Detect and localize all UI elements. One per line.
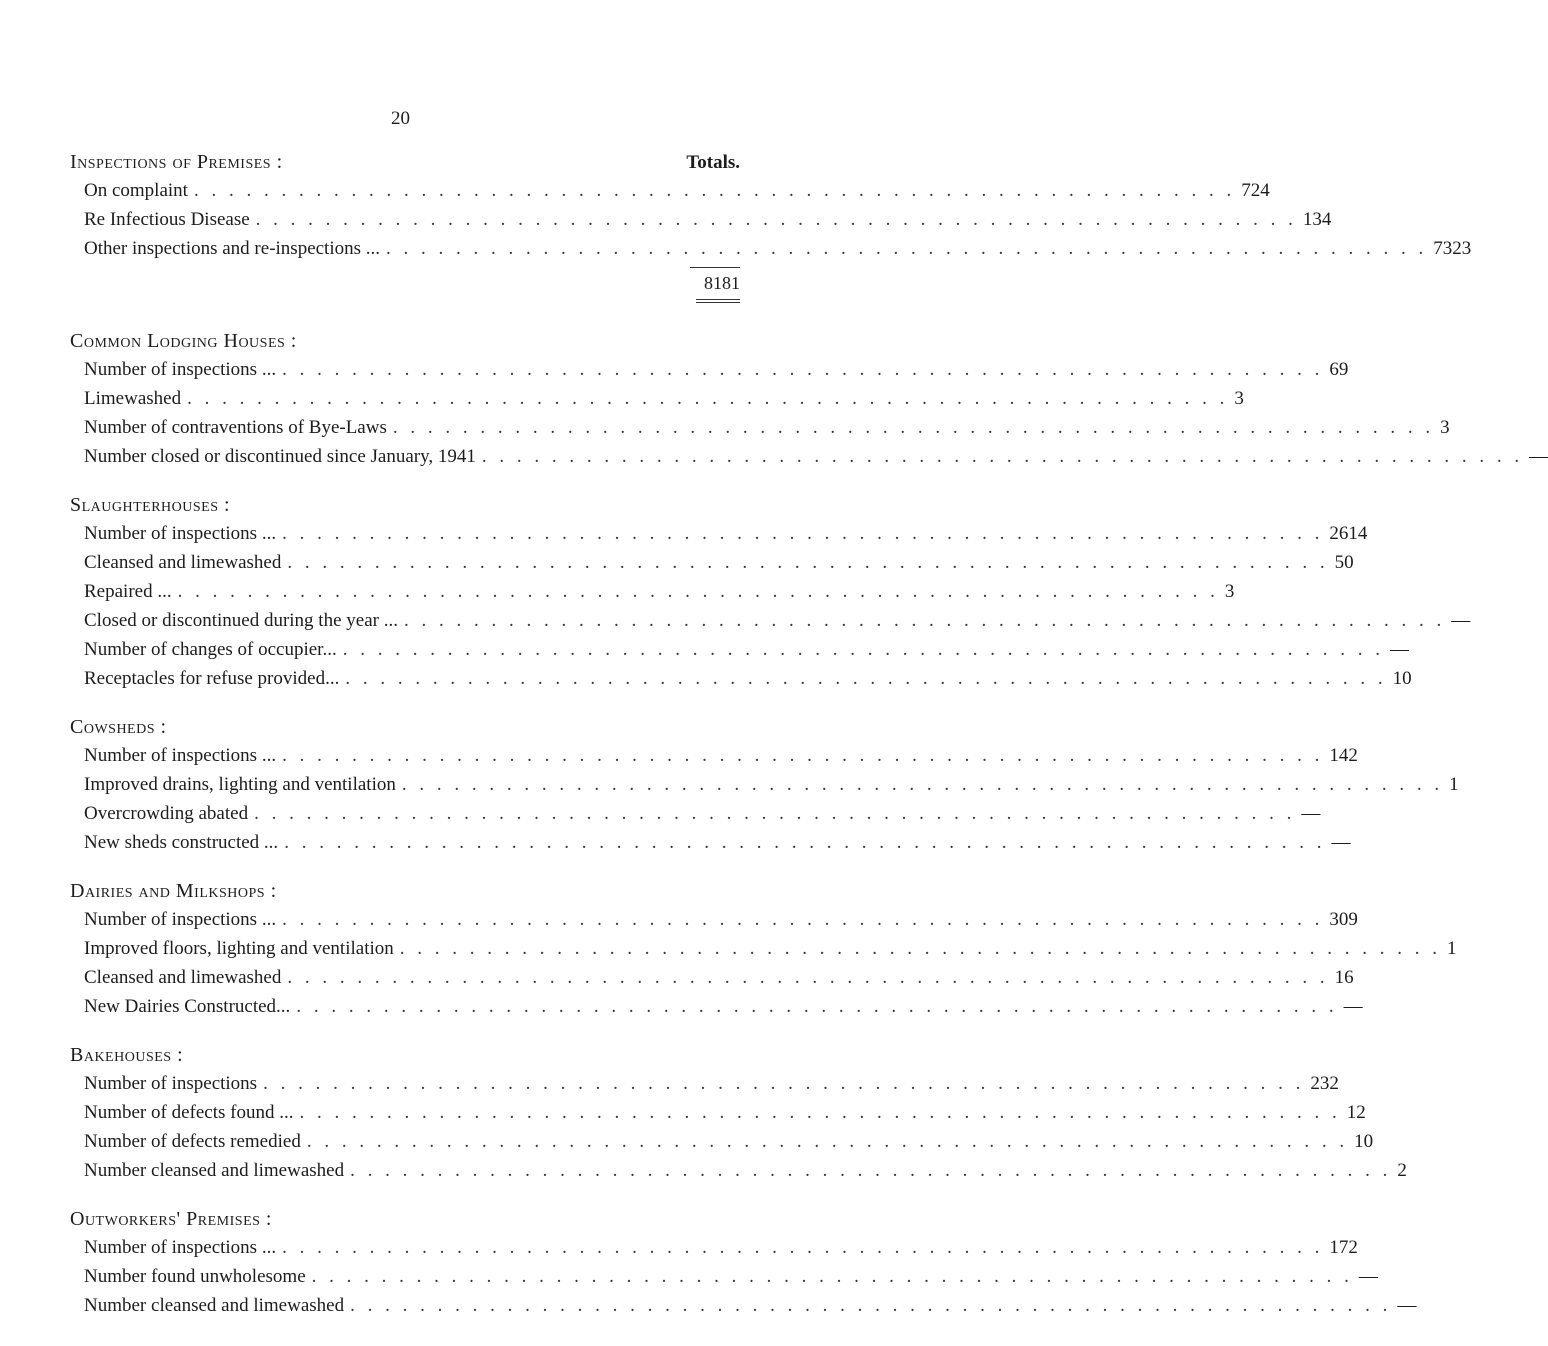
row-label: Number of inspections ... <box>84 523 277 544</box>
table-row <box>70 1156 1407 1185</box>
row-value: 3 <box>1234 388 1244 409</box>
page-number: 20 <box>391 108 410 129</box>
row-label: Number cleansed and limewashed <box>84 1160 345 1181</box>
table-row <box>70 1262 1378 1291</box>
section-heading: Common Lodging Houses : <box>70 330 297 352</box>
table-row <box>70 1069 1339 1098</box>
row-value: — <box>1358 1266 1378 1287</box>
row-label: Improved drains, lighting and ventilation <box>84 774 396 795</box>
row-label: Number of inspections ... <box>84 745 277 766</box>
dot-leader: . . . . . . . . . . . . . . . . . . . . . . . . . . . . . . . . . . . . . . . . . . . . . . . . . . . . . . . . . . . . <box>350 1160 1392 1181</box>
section-heading: Slaughterhouses : <box>70 494 231 516</box>
row-value: 16 <box>1334 967 1354 988</box>
section-heading: Inspections of Premises : <box>70 151 283 173</box>
dot-leader: . . . . . . . . . . . . . . . . . . . . . . . . . . . . . . . . . . . . . . . . . . . . . . . . . . . . . . . . . . . . <box>299 1102 1341 1123</box>
dot-leader: . . . . . . . . . . . . . . . . . . . . . . . . . . . . . . . . . . . . . . . . . . . . . . . . . . . . . . . . . . . . <box>386 238 1428 259</box>
row-label: Number of contraventions of Bye-Laws <box>84 417 387 438</box>
row-label: Number closed or discontinued since January, 1941 <box>84 446 476 467</box>
row-value: 1 <box>1447 938 1457 959</box>
inspections-report <box>70 148 1548 1340</box>
row-value: 172 <box>1329 1237 1358 1258</box>
row-label: Number of inspections <box>84 1073 258 1094</box>
grand-total-row <box>70 263 740 299</box>
section-heading: Bakehouses : <box>70 1044 184 1066</box>
dot-leader: . . . . . . . . . . . . . . . . . . . . . . . . . . . . . . . . . . . . . . . . . . . . . . . . . . . . . . . . . . . . <box>392 417 1435 438</box>
table-row <box>70 519 1368 548</box>
dot-leader: . . . . . . . . . . . . . . . . . . . . . . . . . . . . . . . . . . . . . . . . . . . . . . . . . . . . . . . . . . . . <box>282 745 1324 766</box>
row-label: Overcrowding abated <box>84 803 249 824</box>
row-label: New Dairies Constructed... <box>84 996 291 1017</box>
table-row <box>70 770 1459 799</box>
table-row <box>70 741 1358 770</box>
dot-leader: . . . . . . . . . . . . . . . . . . . . . . . . . . . . . . . . . . . . . . . . . . . . . . . . . . . . . . . . . . . . <box>401 774 1444 795</box>
row-value: 724 <box>1241 180 1270 201</box>
section-bakehouses <box>70 1041 1407 1185</box>
row-label: Limewashed <box>84 388 182 409</box>
table-row <box>70 905 1358 934</box>
section-cowsheds <box>70 713 1459 857</box>
row-label: Number found unwholesome <box>84 1266 306 1287</box>
row-value: — <box>1529 446 1548 467</box>
row-label: Cleansed and limewashed <box>84 967 282 988</box>
row-label: Closed or discontinued during the year ... <box>84 610 398 631</box>
table-row <box>70 635 1409 664</box>
row-label: Improved floors, lighting and ventilation <box>84 938 394 959</box>
row-value: — <box>1397 1295 1417 1316</box>
dot-leader: . . . . . . . . . . . . . . . . . . . . . . . . . . . . . . . . . . . . . . . . . . . . . . . . . . . . . . . . . . . . <box>311 1266 1353 1287</box>
table-row <box>70 1291 1417 1320</box>
table-row <box>70 1127 1374 1156</box>
row-value: 3 <box>1440 417 1450 438</box>
dot-leader: . . . . . . . . . . . . . . . . . . . . . . . . . . . . . . . . . . . . . . . . . . . . . . . . . . . . . . . . . . . . <box>287 967 1329 988</box>
table-row <box>70 384 1244 413</box>
dot-leader: . . . . . . . . . . . . . . . . . . . . . . . . . . . . . . . . . . . . . . . . . . . . . . . . . . . . . . . . . . . . <box>287 552 1329 573</box>
dot-leader: . . . . . . . . . . . . . . . . . . . . . . . . . . . . . . . . . . . . . . . . . . . . . . . . . . . . . . . . . . . . <box>306 1131 1349 1152</box>
row-label: Number cleansed and limewashed <box>84 1295 345 1316</box>
row-value: 69 <box>1329 359 1349 380</box>
row-value: 2 <box>1397 1160 1407 1181</box>
row-label: Number of defects remedied <box>84 1131 301 1152</box>
row-label: Re Infectious Disease <box>84 209 250 230</box>
table-row <box>70 963 1354 992</box>
row-value: 134 <box>1302 209 1332 230</box>
row-value: 12 <box>1346 1102 1366 1123</box>
dot-leader: . . . . . . . . . . . . . . . . . . . . . . . . . . . . . . . . . . . . . . . . . . . . . . . . . . . . . . . . . . . . <box>284 832 1326 853</box>
dot-leader: . . . . . . . . . . . . . . . . . . . . . . . . . . . . . . . . . . . . . . . . . . . . . . . . . . . . . . . . . . . . <box>263 1073 1305 1094</box>
dot-leader: . . . . . . . . . . . . . . . . . . . . . . . . . . . . . . . . . . . . . . . . . . . . . . . . . . . . . . . . . . . . <box>399 938 1442 959</box>
row-value: — <box>1389 639 1409 660</box>
row-value: 10 <box>1354 1131 1374 1152</box>
row-value: 142 <box>1329 745 1358 766</box>
row-label: Number of changes of occupier... <box>84 639 337 660</box>
row-value: — <box>1331 832 1351 853</box>
section-slaughterhouses <box>70 491 1471 693</box>
row-value: 1 <box>1449 774 1459 795</box>
table-row <box>70 442 1548 471</box>
row-label: On complaint <box>84 180 188 201</box>
table-row <box>70 664 1412 693</box>
dot-leader: . . . . . . . . . . . . . . . . . . . . . . . . . . . . . . . . . . . . . . . . . . . . . . . . . . . . . . . . . . . . <box>177 581 1219 602</box>
section-outworkers-premises <box>70 1205 1417 1320</box>
table-row <box>70 1098 1366 1127</box>
dot-leader: . . . . . . . . . . . . . . . . . . . . . . . . . . . . . . . . . . . . . . . . . . . . . . . . . . . . . . . . . . . . <box>282 359 1324 380</box>
row-label: New sheds constructed ... <box>84 832 279 853</box>
table-row <box>70 1233 1358 1262</box>
table-row <box>70 934 1457 963</box>
dot-leader: . . . . . . . . . . . . . . . . . . . . . . . . . . . . . . . . . . . . . . . . . . . . . . . . . . . . . . . . . . . . <box>481 446 1524 467</box>
row-label: Repaired ... <box>84 581 172 602</box>
table-row <box>70 992 1363 1021</box>
section-inspections-of-premises <box>70 148 1472 307</box>
row-value: 10 <box>1392 668 1412 689</box>
row-label: Cleansed and limewashed <box>84 552 282 573</box>
dot-leader: . . . . . . . . . . . . . . . . . . . . . . . . . . . . . . . . . . . . . . . . . . . . . . . . . . . . . . . . . . . . <box>350 1295 1392 1316</box>
row-value: — <box>1343 996 1363 1017</box>
row-value: 232 <box>1310 1073 1339 1094</box>
row-value: — <box>1451 610 1471 631</box>
section-heading: Cowsheds : <box>70 716 167 738</box>
grand-total-value: 8181 <box>690 267 740 299</box>
row-value: 3 <box>1224 581 1235 602</box>
table-row <box>70 548 1354 577</box>
dot-leader: . . . . . . . . . . . . . . . . . . . . . . . . . . . . . . . . . . . . . . . . . . . . . . . . . . . . . . . . . . . . <box>282 523 1324 544</box>
dot-leader: . . . . . . . . . . . . . . . . . . . . . . . . . . . . . . . . . . . . . . . . . . . . . . . . . . . . . . . . . . . . <box>282 909 1324 930</box>
dot-leader: . . . . . . . . . . . . . . . . . . . . . . . . . . . . . . . . . . . . . . . . . . . . . . . . . . . . . . . . . . . . <box>282 1237 1324 1258</box>
section-heading: Outworkers' Premises : <box>70 1208 272 1230</box>
row-value: — <box>1301 803 1321 824</box>
table-row <box>70 828 1351 857</box>
table-row <box>70 176 1270 205</box>
row-label: Number of inspections ... <box>84 1237 277 1258</box>
row-label: Receptacles for refuse provided... <box>84 668 340 689</box>
table-row <box>70 205 1332 234</box>
row-value: 7323 <box>1433 238 1472 259</box>
row-label: Other inspections and re-inspections ... <box>84 238 381 259</box>
row-label: Number of defects found ... <box>84 1102 294 1123</box>
row-value: 2614 <box>1329 523 1368 544</box>
table-row <box>70 799 1321 828</box>
row-value: 50 <box>1334 552 1354 573</box>
section-common-lodging-houses <box>70 327 1548 471</box>
table-row <box>70 413 1450 442</box>
dot-leader: . . . . . . . . . . . . . . . . . . . . . . . . . . . . . . . . . . . . . . . . . . . . . . . . . . . . . . . . . . . . <box>193 180 1236 201</box>
section-dairies-and-milkshops <box>70 877 1457 1021</box>
dot-leader: . . . . . . . . . . . . . . . . . . . . . . . . . . . . . . . . . . . . . . . . . . . . . . . . . . . . . . . . . . . . <box>342 639 1384 660</box>
table-row <box>70 234 1472 263</box>
dot-leader: . . . . . . . . . . . . . . . . . . . . . . . . . . . . . . . . . . . . . . . . . . . . . . . . . . . . . . . . . . . . <box>345 668 1387 689</box>
row-label: Number of inspections ... <box>84 909 277 930</box>
table-row <box>70 577 1235 606</box>
dot-leader: . . . . . . . . . . . . . . . . . . . . . . . . . . . . . . . . . . . . . . . . . . . . . . . . . . . . . . . . . . . . <box>403 610 1446 631</box>
row-label: Number of inspections ... <box>84 359 277 380</box>
dot-leader: . . . . . . . . . . . . . . . . . . . . . . . . . . . . . . . . . . . . . . . . . . . . . . . . . . . . . . . . . . . . <box>187 388 1229 409</box>
dot-leader: . . . . . . . . . . . . . . . . . . . . . . . . . . . . . . . . . . . . . . . . . . . . . . . . . . . . . . . . . . . . <box>296 996 1338 1017</box>
section-heading: Dairies and Milkshops : <box>70 880 277 902</box>
dot-leader: . . . . . . . . . . . . . . . . . . . . . . . . . . . . . . . . . . . . . . . . . . . . . . . . . . . . . . . . . . . . <box>254 803 1296 824</box>
table-row <box>70 355 1349 384</box>
row-value: 309 <box>1329 909 1358 930</box>
totals-column-heading: Totals. <box>686 152 740 173</box>
dot-leader: . . . . . . . . . . . . . . . . . . . . . . . . . . . . . . . . . . . . . . . . . . . . . . . . . . . . . . . . . . . . <box>255 209 1297 230</box>
table-row <box>70 606 1471 635</box>
double-rule <box>70 299 740 307</box>
